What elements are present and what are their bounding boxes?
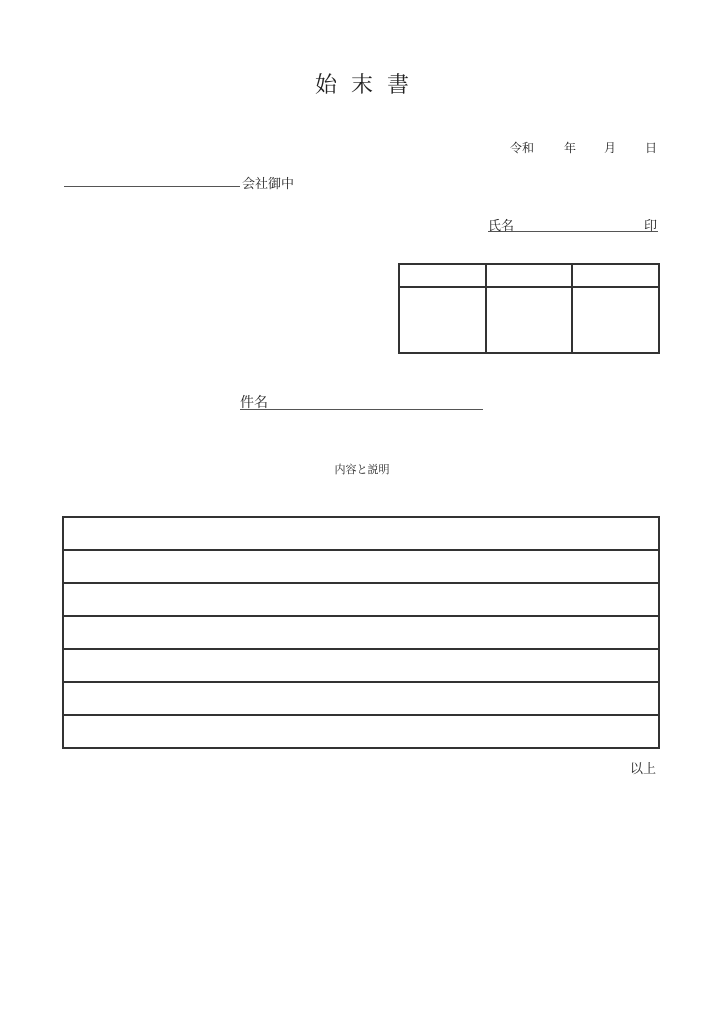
date-year-label: 年	[564, 141, 577, 155]
document-title: 始末書	[314, 73, 423, 98]
content-line[interactable]	[63, 517, 659, 550]
date-row	[500, 139, 660, 157]
content-line[interactable]	[63, 616, 659, 649]
sender-name-label: 氏名	[488, 219, 515, 234]
content-lines-table	[62, 516, 660, 749]
content-line-row	[63, 616, 659, 649]
company-name-field[interactable]	[64, 186, 240, 187]
date-era: 令和	[510, 141, 535, 155]
stamp-cell[interactable]	[572, 287, 659, 353]
subject-label: 件名	[240, 395, 268, 411]
stamp-header-cell[interactable]	[399, 264, 486, 287]
content-line[interactable]	[63, 682, 659, 715]
date-month-label: 月	[604, 141, 617, 155]
content-line[interactable]	[63, 715, 659, 748]
content-line-row	[63, 682, 659, 715]
content-line-row	[63, 517, 659, 550]
content-line-row	[63, 583, 659, 616]
content-line-row	[63, 550, 659, 583]
content-line-row	[63, 649, 659, 682]
content-line[interactable]	[63, 649, 659, 682]
stamp-header-cell[interactable]	[486, 264, 573, 287]
stamp-body-row	[399, 287, 659, 353]
stamp-header-row	[399, 264, 659, 287]
content-heading: 内容と説明	[334, 463, 390, 476]
seal-label: 印	[643, 219, 657, 234]
company-suffix-label: 会社御中	[242, 177, 295, 192]
stamp-cell[interactable]	[486, 287, 573, 353]
approval-stamp-table	[398, 263, 660, 354]
content-line-row	[63, 715, 659, 748]
date-day-label: 日	[645, 141, 658, 155]
stamp-cell[interactable]	[399, 287, 486, 353]
stamp-header-cell[interactable]	[572, 264, 659, 287]
sender-name-field[interactable]	[488, 215, 658, 232]
subject-field[interactable]	[240, 393, 483, 410]
content-line[interactable]	[63, 583, 659, 616]
content-line[interactable]	[63, 550, 659, 583]
closing-text: 以上	[629, 762, 656, 777]
